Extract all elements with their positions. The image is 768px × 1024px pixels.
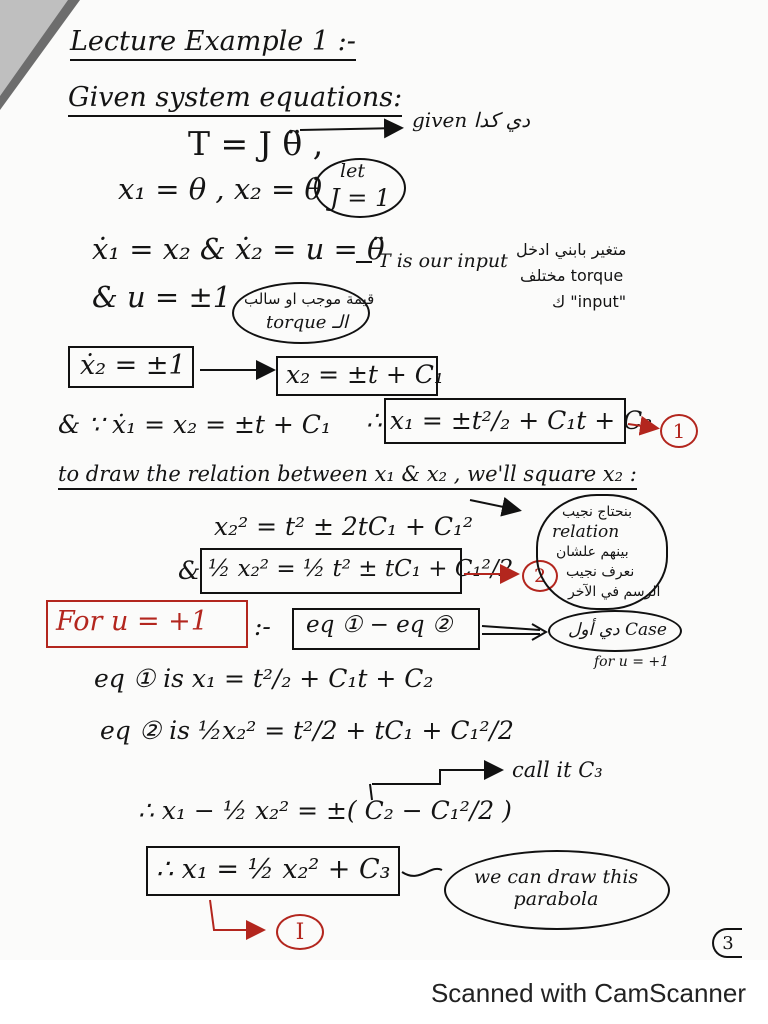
control-input: & u = ±1 bbox=[92, 280, 232, 314]
half-prefix: & bbox=[178, 556, 201, 585]
case-bubble-text: دي أول Case bbox=[568, 620, 667, 640]
input-note: T is our input bbox=[378, 250, 508, 272]
double-arrow-shaft bbox=[482, 626, 540, 634]
given-label: Given system equations: bbox=[68, 82, 402, 117]
parabola-bubble-text: we can draw this parabola bbox=[473, 866, 639, 910]
eq-x2: x₂ = ±t + C₁ bbox=[286, 360, 444, 389]
input-note-ar3: "input" ك bbox=[552, 292, 627, 311]
case-operation: eq ① − eq ② bbox=[306, 612, 453, 638]
case-label: For u = +1 bbox=[56, 606, 208, 637]
page-number: 3 bbox=[712, 928, 742, 958]
scanner-footer bbox=[0, 960, 768, 1024]
let-value: J = 1 bbox=[330, 184, 391, 212]
arrow-to-relation-bubble bbox=[470, 500, 518, 510]
page-title: Lecture Example 1 :- bbox=[70, 26, 356, 61]
control-note-ar: قيمة موجب او سالب bbox=[244, 290, 375, 308]
state-equations: ẋ₁ = x₂ & ẋ₂ = u = θ̈ bbox=[92, 232, 385, 266]
given-note: given دي كدا bbox=[412, 108, 531, 132]
relation-sentence: to draw the relation between x₁ & x₂ , we'll square x₂ : bbox=[58, 462, 637, 490]
arrow-to-roman-one bbox=[210, 900, 262, 930]
bracket-call-it-c3 bbox=[370, 770, 500, 800]
relation-bubble-ar3: نعرف نجيب bbox=[566, 564, 635, 580]
connector-to-parabola bbox=[402, 869, 442, 876]
torque-equation: T = J θ̈ , bbox=[188, 124, 324, 163]
let-label: let bbox=[340, 160, 365, 182]
eq-result: ∴ x₁ = ½ x₂² + C₃ bbox=[156, 854, 391, 885]
input-note-ar1: متغير بابني ادخل bbox=[516, 240, 627, 259]
scanner-watermark: Scanned with CamScanner bbox=[430, 978, 746, 1008]
arrow-to-ref1 bbox=[628, 424, 656, 428]
case-separator: :- bbox=[254, 612, 271, 641]
double-arrow-head bbox=[532, 624, 546, 640]
ref-circle-1: 1 bbox=[660, 414, 698, 448]
eq-square: x₂² = t² ± 2tC₁ + C₁² bbox=[214, 512, 474, 541]
case-bubble-sub: for u = +1 bbox=[594, 654, 670, 670]
control-note-torque: torque الـ bbox=[266, 312, 348, 333]
arrow-to-given-note bbox=[300, 128, 400, 130]
call-it-c3: call it C₃ bbox=[512, 758, 603, 782]
eq-x2dot: ẋ₂ = ±1 bbox=[80, 350, 186, 381]
eq1-restated: eq ① is x₁ = t²/₂ + C₁t + C₂ bbox=[94, 664, 434, 693]
input-note-ar2: torque مختلف bbox=[520, 266, 624, 285]
ref-circle-2: 2 bbox=[522, 560, 558, 592]
relation-bubble-en: relation bbox=[552, 522, 620, 542]
eq2-restated: eq ② is ½x₂² = t²/2 + tC₁ + C₁²/2 bbox=[100, 716, 514, 745]
state-definition: x₁ = θ , x₂ = θ̇ bbox=[118, 172, 323, 206]
eq-half-square: ½ x₂² = ½ t² ± tC₁ + C₁²/2 bbox=[208, 556, 514, 582]
eq-x1: ∴ x₁ = ±t²/₂ + C₁t + C₂ bbox=[366, 406, 653, 435]
eq-difference: ∴ x₁ − ½ x₂² = ±( C₂ − C₁²/2 ) bbox=[138, 796, 512, 825]
eq-x1dot: & ∵ ẋ₁ = x₂ = ±t + C₁ bbox=[58, 410, 331, 439]
relation-bubble-ar1: بنحتاج نجيب bbox=[562, 504, 633, 520]
roman-one-circle: I bbox=[276, 914, 324, 950]
relation-bubble-ar2: بينهم علشان bbox=[556, 544, 629, 560]
relation-bubble-ar4: الرسم في الآخر bbox=[568, 584, 661, 600]
